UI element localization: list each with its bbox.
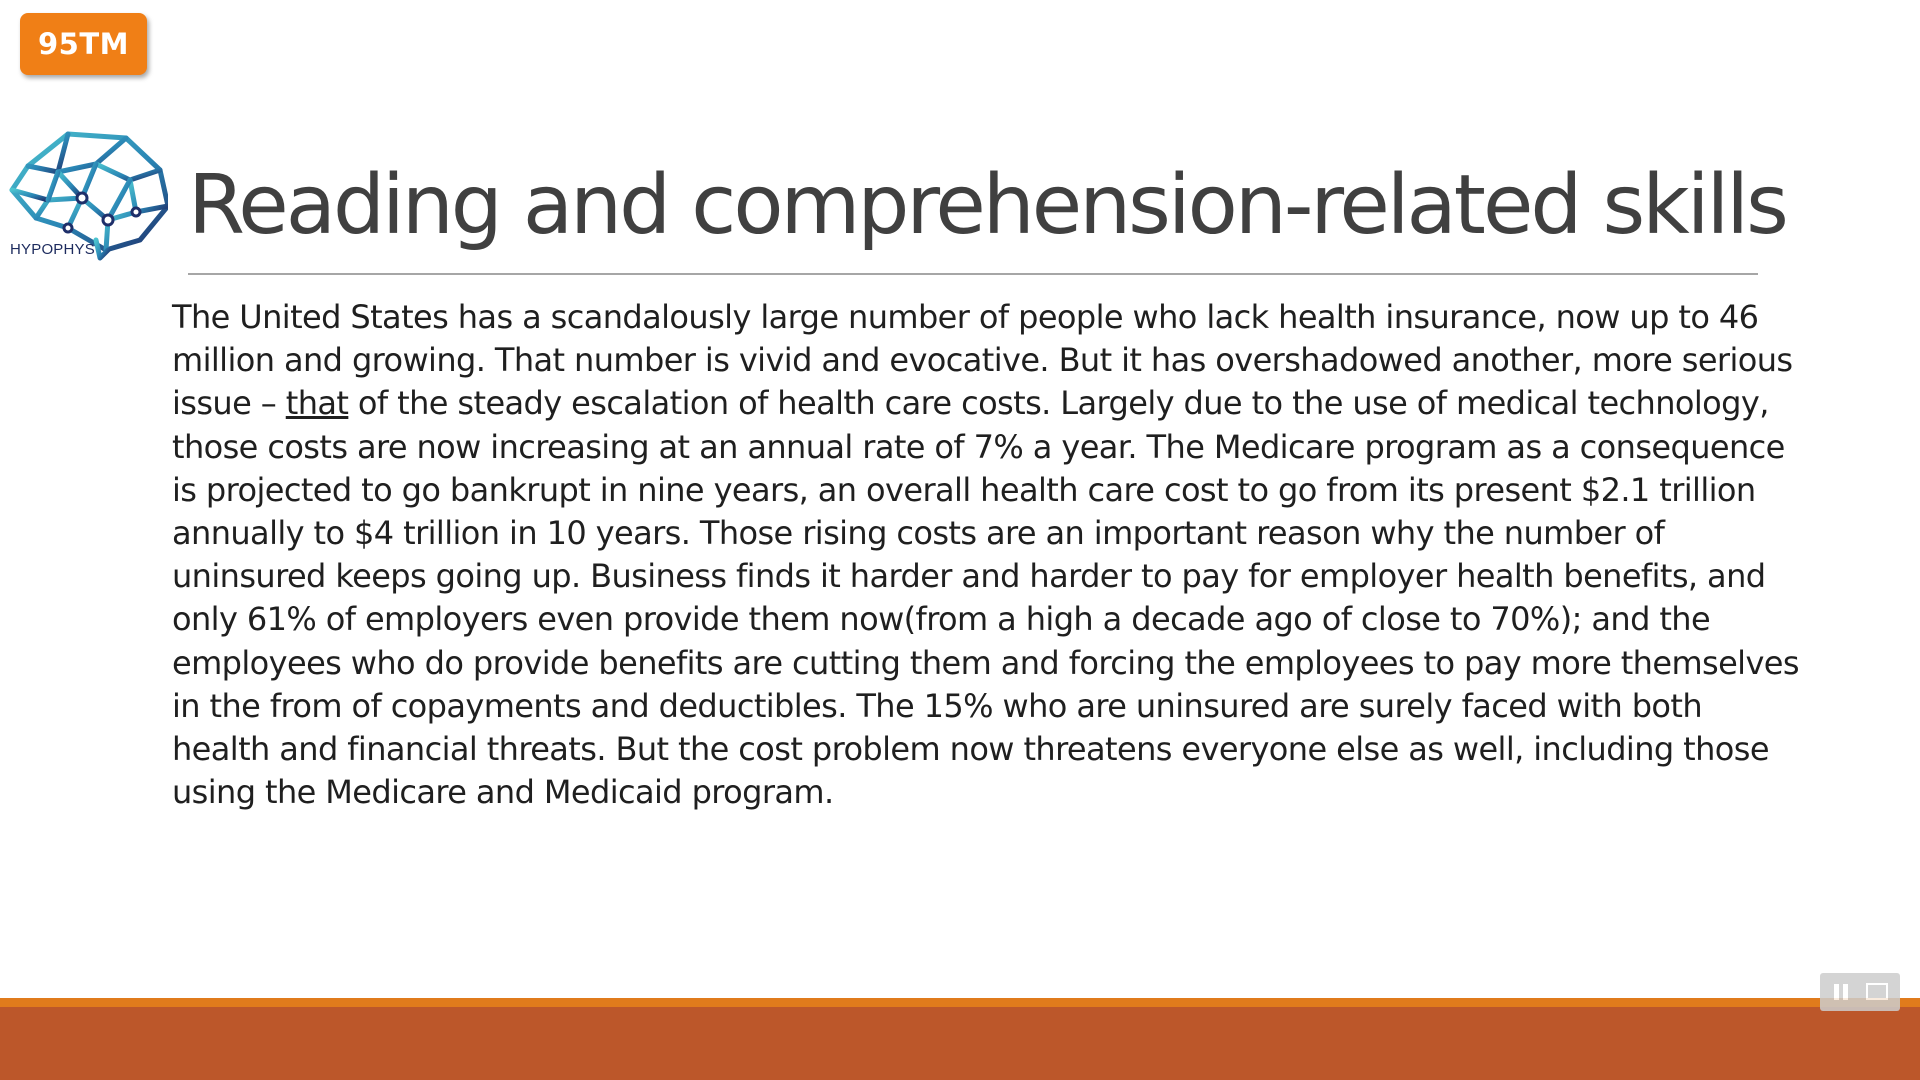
badge-95tm: 95TM [20,13,147,75]
logo-wordmark: HYPOPHYS [10,241,95,258]
footer-accent-stripe [0,998,1920,1007]
footer-bar [0,1007,1920,1080]
underlined-word: that [285,384,349,423]
pause-icon[interactable] [1834,984,1850,1000]
body-paragraph [172,296,1802,814]
screen-icon[interactable] [1866,983,1888,1000]
media-player-controls[interactable] [1820,973,1900,1011]
title-divider [188,273,1758,275]
slide-title: Reading and comprehension-related skills [188,158,1786,253]
paragraph-text-rest: of the steady escalation of health care costs. Largely due to the use of medical technology, those costs are now increasing at an annual rate of 7% a year. The Medicare program as a consequence is projected to go bankrupt in nine years, an overall health care cost to go from its present $2.1 trillion annually to $4 trillion in 10 years. Those rising costs are an important reason why the number of uninsured keeps going up. Business finds it harder and harder to pay for employer health benefits, and only 61% of employers even provide them now(from a high a decade ago of close to 70%); and the employees who do provide benefits are cutting them and forcing the employees to pay more themselves in the from of copayments and deductibles. The 15% who are uninsured are surely faced with both health and financial threats. But the cost problem now threatens everyone else as well, including those using the Medicare and Medicaid program. [172,384,1799,812]
paragraph-text-start: The United States has a scandalously large number of people who lack health insurance, now up to 46 million and growing. That number is vivid and evocative. But it has overshadowed another, more serious issue – [172,298,1793,423]
hypophys-logo [8,128,173,263]
